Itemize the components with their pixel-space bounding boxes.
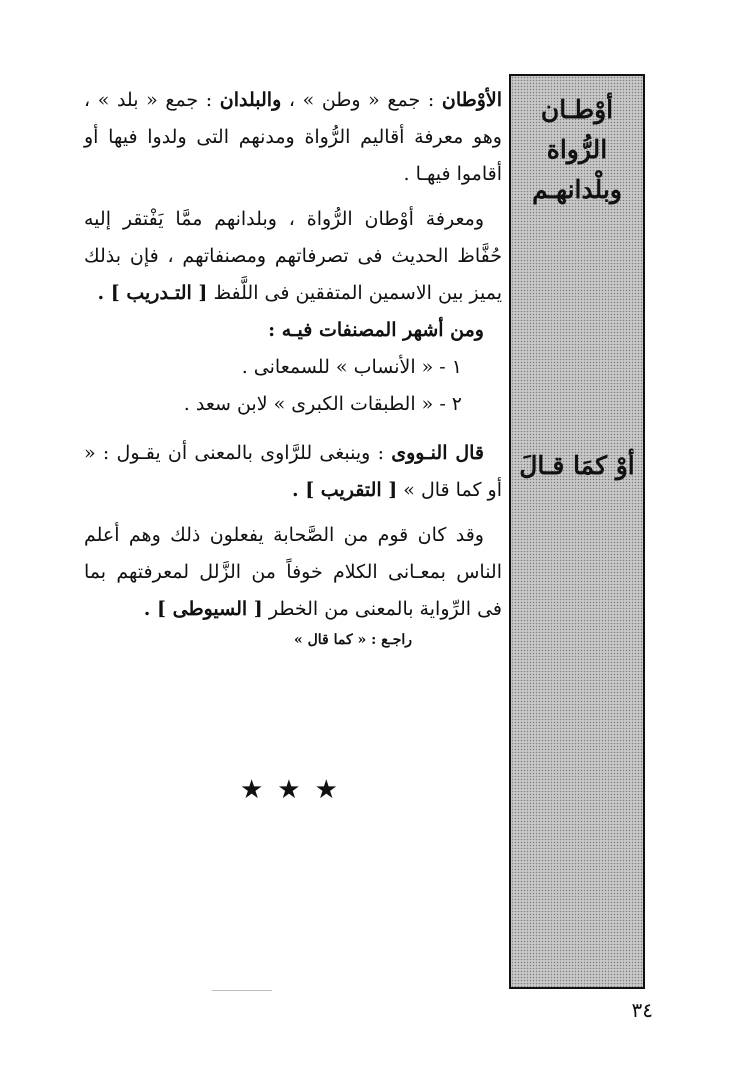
list-item: ١ - « الأنساب » للسمعانى .	[241, 356, 462, 378]
paragraph-nawawi	[84, 435, 502, 509]
term-buldan: والبلدان	[219, 89, 282, 111]
scan-artifact-line	[212, 990, 272, 991]
sidebar-heading-awtan-line1: أوْطـان الرُّواة	[540, 95, 614, 164]
sidebar-heading-awtan-line2: وبلْدانهـم	[532, 175, 622, 204]
paragraph-definition	[84, 82, 502, 193]
paragraph-importance	[84, 201, 502, 312]
sidebar-panel	[509, 74, 645, 989]
source-tadrib: [ التـدريب ] .	[97, 282, 208, 304]
sidebar-heading-aw-kama-qal: أوْ كمَا قـالَ	[519, 451, 635, 480]
page-number: ٣٤	[631, 998, 653, 1022]
source-suyuti: [ السيوطى ] .	[143, 598, 263, 620]
importance-text: ومعرفة أوْطان الرُّواة ، وبلدانهم ممَّا يَفْتقر إليه حُفَّاظ الحديث فى تصرفاتهم ومصنفاتهم ، فإن بذلك يميز بين الاسمين المتفقين فى اللَّفظ	[84, 208, 502, 304]
paragraph-companions	[84, 517, 502, 628]
definition-part2: : جمع « بلد » ، وهو معرفة أقاليم الرُّواة ومدنهم التى ولدوا فيها أو أقاموا فيهـا .	[84, 89, 502, 185]
companions-text: وقد كان قوم من الصَّحابة يفعلون ذلك وهم أعلم الناس بمعـانى الكلام خوفاً من الزَّلل لمعرفتهم بما فى الرِّواية بالمعنى من الخطر	[84, 524, 502, 620]
section-divider-stars: ★★★	[240, 775, 352, 805]
list-item: ٢ - « الطبقات الكبرى » لابن سعد .	[183, 393, 462, 415]
nawawi-text: : وينبغى للرَّاوى بالمعنى أن يقـول : « أو كما قال »	[84, 442, 502, 501]
main-text	[84, 82, 502, 648]
source-taqrib: [ التقريب ] .	[291, 479, 398, 501]
definition-part1: : جمع « وطن » ،	[281, 89, 435, 111]
see-also: راجـع : « كما قال »	[293, 632, 413, 648]
term-nawawi: قال النـووى	[391, 442, 484, 464]
sidebar-heading-awtan	[511, 90, 643, 210]
works-heading: ومن أشهر المصنفات فيـه :	[268, 319, 484, 341]
term-awtan: الأوْطان	[441, 89, 503, 111]
